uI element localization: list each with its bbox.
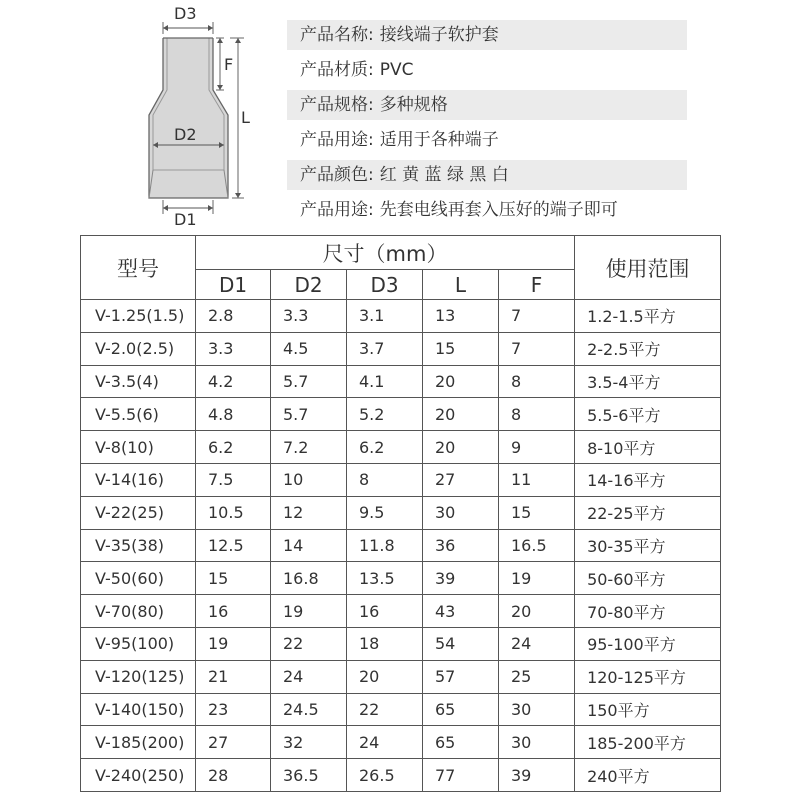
cell-d3: 24 xyxy=(347,726,423,759)
cell-d1: 15 xyxy=(196,562,271,595)
cell-d3: 13.5 xyxy=(347,562,423,595)
cell-d3: 3.7 xyxy=(347,332,423,365)
cell-d1: 28 xyxy=(196,759,271,792)
cell-d2: 22 xyxy=(271,627,347,660)
table-row xyxy=(81,627,721,660)
info-row-spec xyxy=(287,90,687,120)
cell-f: 8 xyxy=(499,365,575,398)
cell-usage: 5.5-6平方 xyxy=(575,398,721,431)
table-row xyxy=(81,463,721,496)
cell-model: V-1.25(1.5) xyxy=(81,300,196,333)
table-row xyxy=(81,431,721,464)
header-d2: D2 xyxy=(271,270,347,300)
table-row xyxy=(81,365,721,398)
cell-f: 8 xyxy=(499,398,575,431)
cell-d3: 22 xyxy=(347,693,423,726)
cell-usage: 120-125平方 xyxy=(575,660,721,693)
table-row xyxy=(81,693,721,726)
cell-usage: 2-2.5平方 xyxy=(575,332,721,365)
cell-f: 15 xyxy=(499,496,575,529)
cell-d1: 21 xyxy=(196,660,271,693)
info-label: 产品用途: xyxy=(300,200,374,220)
cell-d1: 4.2 xyxy=(196,365,271,398)
cell-usage: 3.5-4平方 xyxy=(575,365,721,398)
table-row xyxy=(81,726,721,759)
cell-d2: 16.8 xyxy=(271,562,347,595)
product-diagram xyxy=(120,0,270,232)
cell-d2: 3.3 xyxy=(271,300,347,333)
cell-l: 27 xyxy=(423,463,499,496)
cell-d2: 12 xyxy=(271,496,347,529)
header-d3: D3 xyxy=(347,270,423,300)
cell-l: 30 xyxy=(423,496,499,529)
cell-d2: 5.7 xyxy=(271,365,347,398)
cell-model: V-240(250) xyxy=(81,759,196,792)
cell-usage: 8-10平方 xyxy=(575,431,721,464)
cell-d2: 19 xyxy=(271,595,347,628)
cell-d3: 4.1 xyxy=(347,365,423,398)
info-label: 产品颜色: xyxy=(300,165,374,185)
header-usage: 使用范围 xyxy=(575,236,721,300)
cell-f: 25 xyxy=(499,660,575,693)
cell-d1: 2.8 xyxy=(196,300,271,333)
cell-d3: 3.1 xyxy=(347,300,423,333)
cell-f: 30 xyxy=(499,693,575,726)
cell-d1: 10.5 xyxy=(196,496,271,529)
cell-usage: 22-25平方 xyxy=(575,496,721,529)
table-row xyxy=(81,332,721,365)
cell-f: 9 xyxy=(499,431,575,464)
info-row-color xyxy=(287,160,687,190)
cell-l: 13 xyxy=(423,300,499,333)
cell-d3: 11.8 xyxy=(347,529,423,562)
cell-d3: 8 xyxy=(347,463,423,496)
cell-f: 20 xyxy=(499,595,575,628)
info-value: 先套电线再套入压好的端子即可 xyxy=(379,200,618,220)
cell-usage: 185-200平方 xyxy=(575,726,721,759)
cell-d1: 19 xyxy=(196,627,271,660)
cell-d1: 12.5 xyxy=(196,529,271,562)
cell-l: 36 xyxy=(423,529,499,562)
dimension-label-d1: D1 xyxy=(174,210,197,229)
cell-l: 65 xyxy=(423,726,499,759)
cell-d1: 7.5 xyxy=(196,463,271,496)
header-size: 尺寸（mm） xyxy=(196,236,575,270)
cell-model: V-185(200) xyxy=(81,726,196,759)
cell-model: V-95(100) xyxy=(81,627,196,660)
table-row xyxy=(81,660,721,693)
table-row xyxy=(81,529,721,562)
cell-usage: 70-80平方 xyxy=(575,595,721,628)
table-row xyxy=(81,300,721,333)
cell-d1: 4.8 xyxy=(196,398,271,431)
table-row xyxy=(81,562,721,595)
info-value: 接线端子软护套 xyxy=(379,25,499,45)
cell-model: V-70(80) xyxy=(81,595,196,628)
cell-d1: 23 xyxy=(196,693,271,726)
cell-l: 65 xyxy=(423,693,499,726)
cell-d2: 7.2 xyxy=(271,431,347,464)
cell-l: 43 xyxy=(423,595,499,628)
cell-l: 20 xyxy=(423,365,499,398)
cell-f: 39 xyxy=(499,759,575,792)
cell-d3: 20 xyxy=(347,660,423,693)
cell-l: 77 xyxy=(423,759,499,792)
cell-f: 7 xyxy=(499,332,575,365)
cell-f: 7 xyxy=(499,300,575,333)
cell-d3: 26.5 xyxy=(347,759,423,792)
info-row-instructions xyxy=(287,195,687,225)
cell-d3: 5.2 xyxy=(347,398,423,431)
cell-usage: 14-16平方 xyxy=(575,463,721,496)
cell-model: V-2.0(2.5) xyxy=(81,332,196,365)
table-row xyxy=(81,759,721,792)
info-label: 产品用途: xyxy=(300,130,374,150)
info-label: 产品名称: xyxy=(300,25,374,45)
cell-l: 15 xyxy=(423,332,499,365)
cell-f: 11 xyxy=(499,463,575,496)
info-row-material xyxy=(287,55,687,85)
product-info-list xyxy=(287,20,687,230)
info-value: 多种规格 xyxy=(379,95,448,115)
info-value: PVC xyxy=(379,60,414,80)
cell-l: 20 xyxy=(423,431,499,464)
cell-d2: 24.5 xyxy=(271,693,347,726)
cell-model: V-120(125) xyxy=(81,660,196,693)
cell-usage: 50-60平方 xyxy=(575,562,721,595)
cell-d2: 24 xyxy=(271,660,347,693)
dimension-label-l: L xyxy=(241,108,250,127)
cell-usage: 30-35平方 xyxy=(575,529,721,562)
spec-table-body xyxy=(81,300,721,792)
cell-model: V-14(16) xyxy=(81,463,196,496)
info-label: 产品材质: xyxy=(300,60,374,80)
cell-model: V-50(60) xyxy=(81,562,196,595)
dimension-label-d3: D3 xyxy=(174,4,197,23)
cell-model: V-22(25) xyxy=(81,496,196,529)
cell-l: 20 xyxy=(423,398,499,431)
cell-model: V-8(10) xyxy=(81,431,196,464)
cell-d2: 32 xyxy=(271,726,347,759)
cell-d1: 3.3 xyxy=(196,332,271,365)
dimension-label-d2: D2 xyxy=(174,125,197,144)
table-row xyxy=(81,496,721,529)
cell-d1: 27 xyxy=(196,726,271,759)
cell-d1: 16 xyxy=(196,595,271,628)
cell-d2: 10 xyxy=(271,463,347,496)
cell-model: V-5.5(6) xyxy=(81,398,196,431)
cell-d2: 4.5 xyxy=(271,332,347,365)
header-l: L xyxy=(423,270,499,300)
cell-model: V-35(38) xyxy=(81,529,196,562)
cell-f: 24 xyxy=(499,627,575,660)
info-value: 红 黄 蓝 绿 黑 白 xyxy=(379,165,509,185)
info-label: 产品规格: xyxy=(300,95,374,115)
cell-usage: 1.2-1.5平方 xyxy=(575,300,721,333)
table-row xyxy=(81,595,721,628)
cell-d2: 14 xyxy=(271,529,347,562)
cell-d3: 18 xyxy=(347,627,423,660)
header-f: F xyxy=(499,270,575,300)
cell-model: V-3.5(4) xyxy=(81,365,196,398)
cell-usage: 240平方 xyxy=(575,759,721,792)
cell-f: 19 xyxy=(499,562,575,595)
cell-usage: 150平方 xyxy=(575,693,721,726)
info-value: 适用于各种端子 xyxy=(379,130,499,150)
cell-model: V-140(150) xyxy=(81,693,196,726)
cell-l: 39 xyxy=(423,562,499,595)
cell-d2: 5.7 xyxy=(271,398,347,431)
cell-d2: 36.5 xyxy=(271,759,347,792)
cell-f: 30 xyxy=(499,726,575,759)
cell-d3: 9.5 xyxy=(347,496,423,529)
spec-table xyxy=(80,235,721,792)
header-model: 型号 xyxy=(81,236,196,300)
cell-d3: 6.2 xyxy=(347,431,423,464)
table-row xyxy=(81,398,721,431)
cell-l: 57 xyxy=(423,660,499,693)
cell-d1: 6.2 xyxy=(196,431,271,464)
header-d1: D1 xyxy=(196,270,271,300)
cell-l: 54 xyxy=(423,627,499,660)
info-row-name xyxy=(287,20,687,50)
info-row-usage xyxy=(287,125,687,155)
cell-usage: 95-100平方 xyxy=(575,627,721,660)
cell-d3: 16 xyxy=(347,595,423,628)
cell-f: 16.5 xyxy=(499,529,575,562)
dimension-label-f: F xyxy=(224,55,234,74)
